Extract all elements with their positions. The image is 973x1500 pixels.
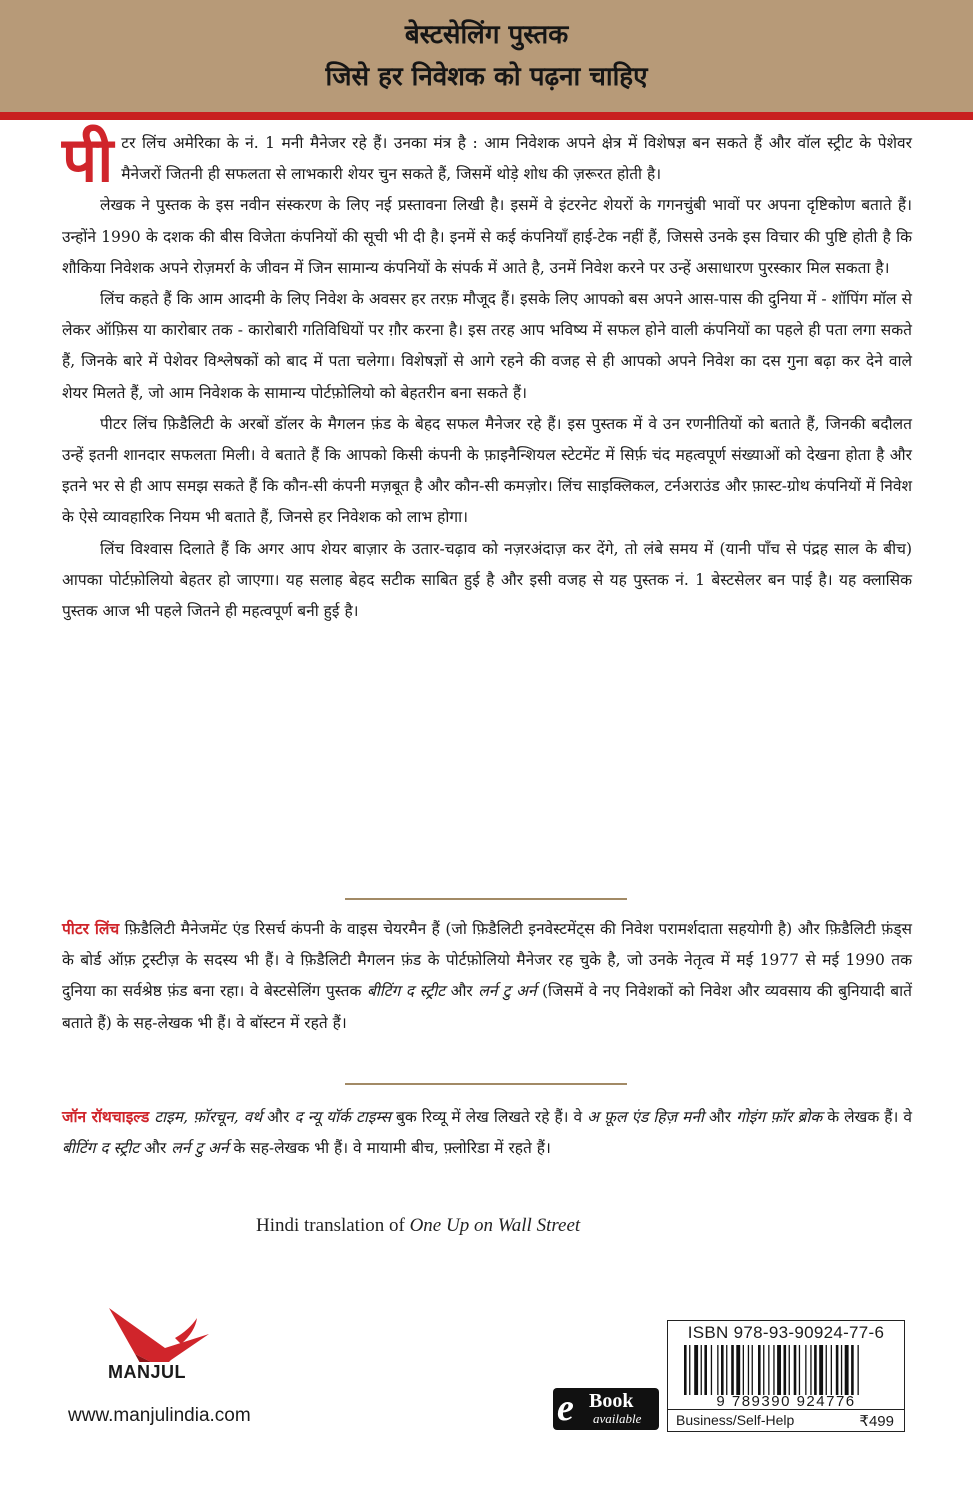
barcode-icon xyxy=(682,1345,892,1395)
barcode-stripe xyxy=(689,1345,690,1395)
barcode-stripe xyxy=(731,1345,734,1395)
translation-note: Hindi translation of One Up on Wall Street xyxy=(256,1215,581,1236)
barcode-stripe xyxy=(758,1345,761,1395)
barcode-stripe xyxy=(773,1345,774,1395)
barcode-stripe xyxy=(701,1345,702,1395)
barcode-stripe xyxy=(763,1345,764,1395)
banner-line-2: जिसे हर निवेशक को पढ़ना चाहिए xyxy=(325,62,648,92)
original-title: One Up on Wall Street xyxy=(409,1215,581,1236)
barcode-stripe xyxy=(836,1345,839,1395)
author-bio-john-rothchild xyxy=(62,1101,912,1164)
author-bio-peter-lynch xyxy=(62,913,912,1039)
section-divider-2 xyxy=(345,1083,627,1085)
barcode-stripe xyxy=(748,1345,749,1395)
bio-1-paragraph: पीटर लिंच फ़िडैलिटी मैनेजमेंट एंड रिसर्च कंपनी के वाइस चेयरमैन हैं (जो फ़िडैलिटी इनवेस्टमेंट्स की निवेश परामर्शदाता सहयोगी है) और फ़िडैलिटी फ़ंड्स के बोर्ड ऑफ़ ट्रस्टीज़ के सदस्य भी हैं। वे फ़िडैलिटी मैगलन फ़ंड के पोर्टफ़ोलियो मैनेजर रह चुके है, जो उनके नेतृत्व में मई 1977 से मई 1990 तक दुनिया का सर्वश्रेष्ठ फ़ंड बना रहा। वे बेस्टसेलिंग पुस्तक बीटिंग द स्ट्रीट और लर्न टु अर्न (जिसमें वे नए निवेशकों को निवेश और व्यवसाय की बुनियादी बातें बताते हैं) के सह-लेखक भी हैं। वे बॉस्टन में रहते हैं। xyxy=(62,919,912,1032)
barcode-stripe xyxy=(717,1345,718,1395)
barcode-stripe xyxy=(684,1345,687,1395)
publisher-name: MANJUL xyxy=(108,1362,186,1382)
banner-line-1: बेस्टसेलिंग पुस्तक xyxy=(404,20,569,50)
author-name-john-rothchild: जॉन रॉथचाइल्ड xyxy=(62,1107,150,1126)
book-title: बीटिंग द स्ट्रीट xyxy=(366,982,446,1001)
barcode-stripe xyxy=(845,1345,849,1395)
barcode-stripe xyxy=(851,1345,854,1395)
barcode-stripe xyxy=(752,1345,753,1395)
paragraph-1-text: टर लिंच अमेरिका के नं. 1 मनी मैनेजर रहे हैं। उनका मंत्र है : आम निवेशक अपने क्षेत्र में विशेषज्ञ बन सकते हैं और वॉल स्ट्रीट के पेशेवर मैनेजरों जितनी ही सफलता से लाभकारी शेयर चुन सकते हैं, जिसमें थोड़े शोध की ज़रूरत होती है। xyxy=(121,134,912,184)
genre-label: Business/Self-Help xyxy=(676,1412,795,1428)
publisher-logo-bird-icon xyxy=(105,1302,215,1402)
drop-cap: पी xyxy=(62,123,114,196)
blurb-paragraph-2: लेखक ने पुस्तक के इस नवीन संस्करण के लिए नई प्रस्तावना लिखी है। इसमें वे इंटरनेट शेयरों के गगनचुंबी भावों पर अपना दृष्टिकोण बताते हैं। उन्होंने 1990 के दशक की बीस विजेता कंपनियों की सूची भी दी है। इनमें से कई कंपनियाँ हाई-टेक नहीं हैं, जिससे उनके इस विचार की पुष्टि होती है कि शौकिया निवेशक अपने रोज़मर्रा के जीवन में जिन सामान्य कंपनियों के संपर्क में आते है, उनमें निवेश करने पर उन्हें असाधारण पुरस्कार मिल सकता है। xyxy=(62,196,912,277)
blurb-paragraph-3: लिंच कहते हैं कि आम आदमी के लिए निवेश के अवसर हर तरफ़ मौजूद हैं। इसके लिए आपको बस अपने आस-पास की दुनिया में - शॉपिंग मॉल से लेकर ऑफ़िस या कारोबार तक - कारोबारी गतिविधियों पर ग़ौर करना है। इस तरह आप भविष्य में सफल होने वाली कंपनियों का पहले ही पता लगा सकते हैं, जिनके बारे में पेशेवर विश्लेषकों को बाद में पता चलेगा। विशेषज्ञों से आगे रहने की वजह से ही आपको अपने निवेश का दस गुना बढ़ा कर देने वाले शेयर मिलते हैं, जो आम निवेशक के सामान्य पोर्टफ़ोलियो को बेहतरीन बना सकते हैं। xyxy=(62,290,912,402)
barcode-stripe xyxy=(726,1345,727,1395)
barcode-stripe xyxy=(736,1345,740,1395)
top-banner xyxy=(0,0,973,120)
barcode-stripe xyxy=(826,1345,827,1395)
barcode-stripe xyxy=(858,1345,859,1395)
barcode-stripe xyxy=(704,1345,707,1395)
barcode-stripe xyxy=(805,1345,806,1395)
barcode-stripe xyxy=(784,1345,787,1395)
isbn-number: ISBN 978-93-90924-77-6 xyxy=(687,1323,885,1342)
barcode-stripe xyxy=(799,1345,800,1395)
book-title: लर्न टु अर्न xyxy=(478,982,537,1001)
barcode-stripe xyxy=(814,1345,817,1395)
barcode-digits: 9 789390 924776 xyxy=(716,1393,856,1410)
blurb-text xyxy=(62,123,912,627)
barcode-stripe xyxy=(743,1345,744,1395)
blurb-paragraph-1 xyxy=(62,123,912,196)
publisher-website[interactable]: www.manjulindia.com xyxy=(68,1405,251,1426)
price-row xyxy=(668,1409,904,1432)
ebook-e-icon: e xyxy=(557,1387,574,1429)
barcode-stripe xyxy=(768,1345,769,1395)
section-divider-1 xyxy=(345,898,627,900)
barcode-stripe xyxy=(831,1345,832,1395)
barcode-stripe xyxy=(789,1345,790,1395)
barcode-stripe xyxy=(694,1345,698,1395)
blurb-paragraph-4: पीटर लिंच फ़िडैलिटी के अरबों डॉलर के मैगलन फ़ंड के बेहद सफल मैनेजर रहे हैं। इस पुस्तक में वे उन रणनीतियों को बताते हैं, जिनकी बदौलत उन्हें इतनी शानदार सफलता मिली। वे बताते हैं कि आपको किसी कंपनी के फ़ाइनैन्शियल स्टेटमेंट में सिर्फ़ चंद महत्वपूर्ण संख्याओं को देखना होता है और इतने भर से ही आप समझ सकते हैं कि कौन-सी कंपनी मज़बूत है और कौन-सी कमज़ोर। लिंच साइक्लिकल, टर्नअराउंड और फ़ास्ट-ग्रोथ कंपनियों में निवेश के ऐसे व्यावहारिक नियम भी बताते हैं, जिनसे हर निवेशक को लाभ होगा। xyxy=(62,414,912,527)
price-label: ₹499 xyxy=(859,1413,894,1430)
barcode-box xyxy=(667,1320,905,1432)
barcode-stripe xyxy=(794,1345,797,1395)
barcode-stripe xyxy=(819,1345,823,1395)
author-name-peter-lynch: पीटर लिंच xyxy=(62,919,120,938)
barcode-stripe xyxy=(841,1345,842,1395)
ebook-available-badge: e Book available xyxy=(553,1388,659,1430)
barcode-stripe xyxy=(777,1345,781,1395)
barcode-stripe xyxy=(711,1345,712,1395)
bio-2-paragraph: जॉन रॉथचाइल्ड टाइम, फ़ॉरचून, वर्थ और द न्यू यॉर्क टाइम्स बुक रिव्यू में लेख लिखते रहे हैं। वे अ फ़ूल एंड हिज़ मनी और गोइंग फ़ॉर ब्रोक के लेखक हैं। वे बीटिंग द स्ट्रीट और लर्न टु अर्न के सह-लेखक भी हैं। वे मायामी बीच, फ़्लोरिडा में रहते हैं। xyxy=(62,1107,912,1158)
barcode-stripe xyxy=(810,1345,811,1395)
blurb-paragraph-5: लिंच विश्वास दिलाते हैं कि अगर आप शेयर बाज़ार के उतार-चढ़ाव को नज़रअंदाज़ कर देंगे, तो लंबे समय में (यानी पाँच से पंद्रह साल के बीच) आपका पोर्टफ़ोलियो बेहतर हो जाएगा। यह सलाह बेहद सटीक साबित हुई है और इसी वजह से यह पुस्तक नं. 1 बेस्टसेलर बन पाई है। यह क्लासिक पुस्तक आज भी पहले जितने ही महत्वपूर्ण बनी हुई है। xyxy=(62,539,912,621)
barcode-stripe xyxy=(721,1345,724,1395)
